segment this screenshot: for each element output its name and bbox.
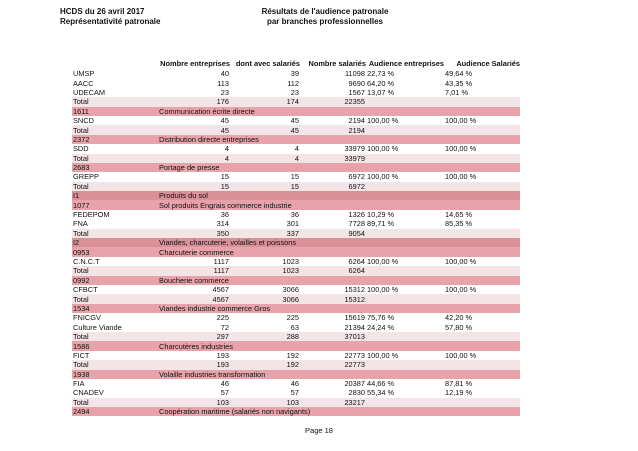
nb-salaries-cell: 1567 — [300, 88, 366, 97]
subsection-header-row — [72, 238, 520, 247]
results-table — [72, 57, 520, 416]
nb-salaries-cell: 2194 — [300, 125, 366, 134]
table-row — [72, 257, 520, 266]
col-header-audience-salaries: Audience Salariés — [456, 58, 520, 68]
audience-entreprises-cell: 22,73 % — [366, 69, 444, 78]
total-row — [72, 154, 520, 163]
avec-salaries-cell: 63 — [230, 323, 300, 332]
nb-entreprises-cell: 15 — [158, 172, 230, 181]
section-header-row — [72, 304, 520, 313]
audience-salaries-cell: 7,01 % — [444, 88, 520, 97]
avec-salaries-cell: 112 — [230, 78, 300, 87]
avec-salaries-cell: 45 — [230, 125, 300, 134]
audience-salaries-cell — [444, 360, 520, 369]
audience-salaries-cell: 12,19 % — [444, 388, 520, 397]
audience-entreprises-cell — [366, 97, 444, 106]
section-label: Viandes, charcuterie, volailles et poissons — [158, 238, 520, 247]
avec-salaries-cell: 4 — [230, 154, 300, 163]
nb-salaries-cell: 20387 — [300, 379, 366, 388]
table-row — [72, 78, 520, 87]
nb-salaries-cell: 9054 — [300, 229, 366, 238]
nb-entreprises-cell: 297 — [158, 332, 230, 341]
avec-salaries-cell: 36 — [230, 210, 300, 219]
nb-salaries-cell: 6972 — [300, 172, 366, 181]
table-row — [72, 210, 520, 219]
audience-entreprises-cell: 44,66 % — [366, 379, 444, 388]
audience-salaries-cell: 100,00 % — [444, 116, 520, 125]
nb-entreprises-cell: 113 — [158, 78, 230, 87]
avec-salaries-cell: 288 — [230, 332, 300, 341]
header-left — [60, 7, 160, 27]
section-label: Boucherie commerce — [158, 276, 520, 285]
nb-salaries-cell: 21394 — [300, 323, 366, 332]
report-subtitle: par branches professionnelles — [266, 17, 384, 26]
table-row — [72, 388, 520, 397]
audience-entreprises-cell: 55,34 % — [366, 388, 444, 397]
section-code: 2494 — [72, 407, 158, 416]
org-name-cell: Total — [72, 398, 158, 407]
section-header-row — [72, 135, 520, 144]
audience-entreprises-cell — [366, 360, 444, 369]
col-header-audience-entreprises: Audience entreprises — [368, 58, 444, 68]
nb-entreprises-cell: 176 — [158, 97, 230, 106]
table-row — [72, 285, 520, 294]
section-label: Sol produits Engrais commerce industrie — [158, 200, 520, 209]
nb-salaries-cell: 1326 — [300, 210, 366, 219]
section-label: Viandes industrie commerce Gros — [158, 304, 520, 313]
audience-salaries-cell: 57,80 % — [444, 323, 520, 332]
section-label: Coopération maritime (salariés non navigants) — [158, 407, 520, 416]
section-header-row — [72, 200, 520, 209]
org-name-cell: FNA — [72, 219, 158, 228]
nb-salaries-cell: 23217 — [300, 398, 366, 407]
avec-salaries-cell: 192 — [230, 360, 300, 369]
org-name-cell: FICT — [72, 351, 158, 360]
nb-entreprises-cell: 57 — [158, 388, 230, 397]
org-name-cell: FEDEPOM — [72, 210, 158, 219]
nb-entreprises-cell: 314 — [158, 219, 230, 228]
audience-entreprises-cell: 24,24 % — [366, 323, 444, 332]
section-header-row — [72, 370, 520, 379]
audience-salaries-cell — [444, 182, 520, 191]
avec-salaries-cell: 192 — [230, 351, 300, 360]
table-body — [72, 69, 520, 416]
section-code: 1534 — [72, 304, 158, 313]
col-header-org — [72, 57, 158, 69]
audience-salaries-cell — [444, 154, 520, 163]
org-name-cell: UMSP — [72, 69, 158, 78]
nb-salaries-cell: 15312 — [300, 285, 366, 294]
column-headers — [72, 57, 520, 69]
audience-salaries-cell — [444, 229, 520, 238]
audience-entreprises-cell — [366, 182, 444, 191]
total-row — [72, 125, 520, 134]
audience-entreprises-cell: 10,29 % — [366, 210, 444, 219]
nb-entreprises-cell: 45 — [158, 125, 230, 134]
section-header-row — [72, 276, 520, 285]
org-name-cell: Total — [72, 229, 158, 238]
avec-salaries-cell: 1023 — [230, 266, 300, 275]
audience-salaries-cell — [444, 266, 520, 275]
section-header-row — [72, 341, 520, 350]
nb-salaries-cell: 9690 — [300, 78, 366, 87]
avec-salaries-cell: 4 — [230, 144, 300, 153]
total-row — [72, 229, 520, 238]
audience-salaries-cell — [444, 332, 520, 341]
avec-salaries-cell: 23 — [230, 88, 300, 97]
section-code: 0992 — [72, 276, 158, 285]
audience-entreprises-cell — [366, 154, 444, 163]
org-name-cell: SDD — [72, 144, 158, 153]
audience-salaries-cell — [444, 398, 520, 407]
org-name-cell: Total — [72, 154, 158, 163]
audience-salaries-cell: 49,64 % — [444, 69, 520, 78]
nb-salaries-cell: 33979 — [300, 144, 366, 153]
audience-salaries-cell: 43,35 % — [444, 78, 520, 87]
table-row — [72, 144, 520, 153]
avec-salaries-cell: 174 — [230, 97, 300, 106]
section-code: 1077 — [72, 200, 158, 209]
section-code: 1586 — [72, 341, 158, 350]
org-name-cell: FIA — [72, 379, 158, 388]
section-header-row — [72, 247, 520, 256]
header-center — [230, 7, 420, 27]
audience-salaries-cell — [444, 125, 520, 134]
nb-entreprises-cell: 193 — [158, 351, 230, 360]
audience-entreprises-cell: 100,00 % — [366, 285, 444, 294]
table-row — [72, 88, 520, 97]
total-row — [72, 360, 520, 369]
avec-salaries-cell: 225 — [230, 313, 300, 322]
nb-salaries-cell: 7728 — [300, 219, 366, 228]
page-number: Page 18 — [305, 426, 333, 435]
audience-entreprises-cell: 100,00 % — [366, 257, 444, 266]
org-name-cell: Total — [72, 182, 158, 191]
avec-salaries-cell: 103 — [230, 398, 300, 407]
section-label: Charcutères industries — [158, 341, 520, 350]
avec-salaries-cell: 15 — [230, 182, 300, 191]
nb-salaries-cell: 37013 — [300, 332, 366, 341]
nb-entreprises-cell: 350 — [158, 229, 230, 238]
nb-salaries-cell: 11098 — [300, 69, 366, 78]
org-name-cell: FNICGV — [72, 313, 158, 322]
avec-salaries-cell: 39 — [230, 69, 300, 78]
nb-salaries-cell: 6264 — [300, 257, 366, 266]
nb-salaries-cell: 6972 — [300, 182, 366, 191]
audience-salaries-cell: 100,00 % — [444, 172, 520, 181]
audience-salaries-cell: 100,00 % — [444, 144, 520, 153]
org-name-cell: CFBCT — [72, 285, 158, 294]
org-name-cell: Total — [72, 360, 158, 369]
section-code: I1 — [72, 191, 158, 200]
section-code: 1611 — [72, 107, 158, 116]
table-row — [72, 69, 520, 78]
avec-salaries-cell: 1023 — [230, 257, 300, 266]
table-row — [72, 219, 520, 228]
audience-entreprises-cell: 13,07 % — [366, 88, 444, 97]
audience-salaries-cell: 100,00 % — [444, 285, 520, 294]
org-name-cell: Total — [72, 125, 158, 134]
total-row — [72, 398, 520, 407]
nb-salaries-cell: 15619 — [300, 313, 366, 322]
audience-salaries-cell: 85,35 % — [444, 219, 520, 228]
avec-salaries-cell: 3066 — [230, 285, 300, 294]
total-row — [72, 266, 520, 275]
subject: Représentativité patronale — [60, 17, 161, 26]
audience-entreprises-cell: 100,00 % — [366, 116, 444, 125]
nb-entreprises-cell: 4567 — [158, 285, 230, 294]
org-name-cell: C.N.C.T — [72, 257, 158, 266]
section-label: Distribution directe entreprises — [158, 135, 520, 144]
section-label: Produits du sol — [158, 191, 520, 200]
section-header-row — [72, 163, 520, 172]
nb-entreprises-cell: 23 — [158, 88, 230, 97]
avec-salaries-cell: 3066 — [230, 294, 300, 303]
table-row — [72, 351, 520, 360]
nb-entreprises-cell: 36 — [158, 210, 230, 219]
section-label: Portage de presse — [158, 163, 520, 172]
nb-entreprises-cell: 193 — [158, 360, 230, 369]
total-row — [72, 97, 520, 106]
table-row — [72, 172, 520, 181]
org-name-cell: Total — [72, 266, 158, 275]
subsection-header-row — [72, 191, 520, 200]
col-header-entreprises: Nombre entreprises — [160, 58, 230, 68]
nb-salaries-cell: 22355 — [300, 97, 366, 106]
nb-entreprises-cell: 1117 — [158, 257, 230, 266]
section-code: 0953 — [72, 247, 158, 256]
audience-entreprises-cell — [366, 332, 444, 341]
audience-salaries-cell: 42,20 % — [444, 313, 520, 322]
nb-entreprises-cell: 40 — [158, 69, 230, 78]
audience-entreprises-cell: 89,71 % — [366, 219, 444, 228]
audience-entreprises-cell — [366, 398, 444, 407]
audience-entreprises-cell: 64,20 % — [366, 78, 444, 87]
total-row — [72, 294, 520, 303]
section-code: 1938 — [72, 370, 158, 379]
org-name-cell: Total — [72, 294, 158, 303]
nb-salaries-cell: 22773 — [300, 360, 366, 369]
audience-salaries-cell: 87,81 % — [444, 379, 520, 388]
table-row — [72, 379, 520, 388]
table-row — [72, 323, 520, 332]
total-row — [72, 182, 520, 191]
hcds-date: HCDS du 26 avril 2017 — [60, 7, 145, 16]
section-code: 2683 — [72, 163, 158, 172]
avec-salaries-cell: 57 — [230, 388, 300, 397]
col-header-salaries: Nombre salariés — [308, 58, 366, 68]
audience-entreprises-cell: 100,00 % — [366, 144, 444, 153]
section-label: Charcuterie commerce — [158, 247, 520, 256]
audience-entreprises-cell: 100,00 % — [366, 172, 444, 181]
nb-salaries-cell: 15312 — [300, 294, 366, 303]
audience-entreprises-cell: 100,00 % — [366, 351, 444, 360]
org-name-cell: Total — [72, 97, 158, 106]
avec-salaries-cell: 301 — [230, 219, 300, 228]
nb-salaries-cell: 2830 — [300, 388, 366, 397]
nb-entreprises-cell: 4 — [158, 154, 230, 163]
org-name-cell: CNADEV — [72, 388, 158, 397]
nb-entreprises-cell: 1117 — [158, 266, 230, 275]
avec-salaries-cell: 337 — [230, 229, 300, 238]
nb-entreprises-cell: 15 — [158, 182, 230, 191]
avec-salaries-cell: 46 — [230, 379, 300, 388]
table-row — [72, 313, 520, 322]
audience-entreprises-cell — [366, 266, 444, 275]
audience-salaries-cell — [444, 294, 520, 303]
org-name-cell: SNCD — [72, 116, 158, 125]
total-row — [72, 332, 520, 341]
org-name-cell: Total — [72, 332, 158, 341]
nb-entreprises-cell: 225 — [158, 313, 230, 322]
org-name-cell: AACC — [72, 78, 158, 87]
nb-entreprises-cell: 46 — [158, 379, 230, 388]
table-row — [72, 116, 520, 125]
section-header-row — [72, 107, 520, 116]
nb-salaries-cell: 6264 — [300, 266, 366, 275]
nb-salaries-cell: 33979 — [300, 154, 366, 163]
col-header-avec-salaries: dont avec salariés — [235, 58, 300, 68]
section-code: 2372 — [72, 135, 158, 144]
avec-salaries-cell: 15 — [230, 172, 300, 181]
audience-entreprises-cell — [366, 125, 444, 134]
audience-salaries-cell: 14,65 % — [444, 210, 520, 219]
section-code: I2 — [72, 238, 158, 247]
audience-salaries-cell: 100,00 % — [444, 351, 520, 360]
audience-salaries-cell: 100,00 % — [444, 257, 520, 266]
section-label: Volaille industries transformation — [158, 370, 520, 379]
org-name-cell: UDECAM — [72, 88, 158, 97]
nb-entreprises-cell: 4567 — [158, 294, 230, 303]
nb-entreprises-cell: 4 — [158, 144, 230, 153]
org-name-cell: Culture Viande — [72, 323, 158, 332]
nb-entreprises-cell: 72 — [158, 323, 230, 332]
audience-entreprises-cell — [366, 229, 444, 238]
nb-salaries-cell: 2194 — [300, 116, 366, 125]
section-header-row — [72, 407, 520, 416]
nb-entreprises-cell: 45 — [158, 116, 230, 125]
nb-salaries-cell: 22773 — [300, 351, 366, 360]
section-label: Communication écrite directe — [158, 107, 520, 116]
org-name-cell: GREPP — [72, 172, 158, 181]
audience-entreprises-cell — [366, 294, 444, 303]
report-title: Résultats de l'audience patronale — [261, 7, 389, 16]
avec-salaries-cell: 45 — [230, 116, 300, 125]
audience-salaries-cell — [444, 97, 520, 106]
nb-entreprises-cell: 103 — [158, 398, 230, 407]
audience-entreprises-cell: 75,76 % — [366, 313, 444, 322]
